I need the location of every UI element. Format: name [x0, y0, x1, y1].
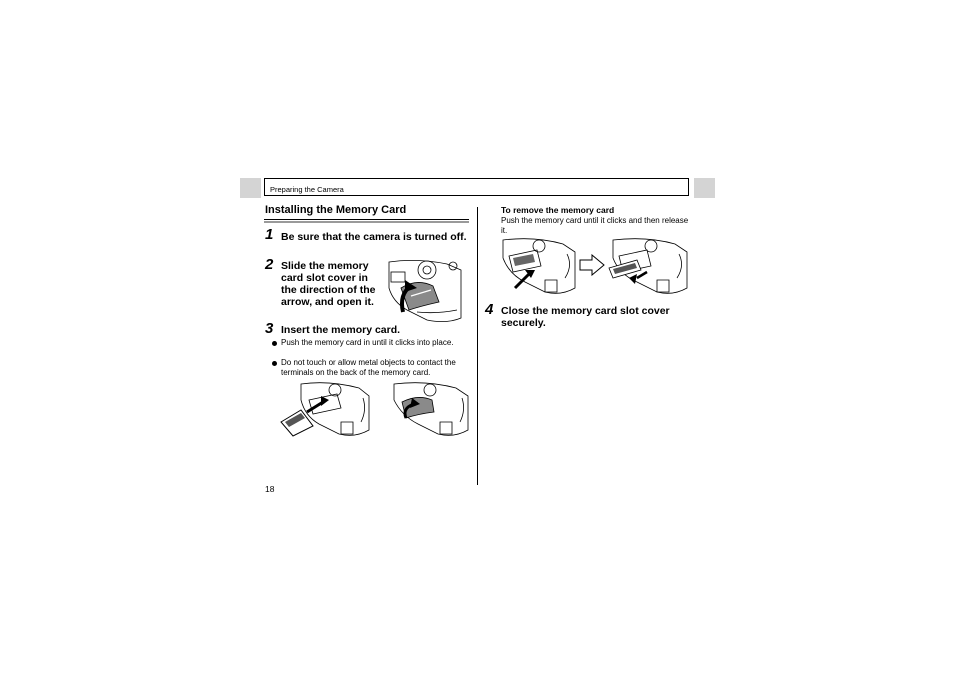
- column-divider: [477, 207, 478, 485]
- chapter-title: Preparing the Camera: [270, 185, 344, 194]
- remove-card-title: To remove the memory card: [501, 205, 615, 215]
- step-3-text: Insert the memory card.: [281, 324, 401, 336]
- bullet-text: Do not touch or allow metal objects to contact the terminals on the back of the memory card.: [281, 358, 456, 377]
- camera-open-cover-illustration: [387, 258, 463, 324]
- chapter-header: [264, 178, 689, 196]
- step-4-text: Close the memory card slot cover securely.: [501, 305, 670, 329]
- title-underline: [264, 219, 469, 220]
- eject-card-illustration: [607, 238, 689, 296]
- thumb-tab-left: [240, 178, 261, 198]
- close-card-illustration: [392, 382, 470, 438]
- step-1-number: 1: [265, 226, 274, 243]
- title-underline-shade: [264, 221, 469, 223]
- step-3-bullet-2: [270, 358, 481, 378]
- bullet-dot-icon: [272, 361, 277, 366]
- step-3-bullet-1: [270, 338, 471, 348]
- bullet-dot-icon: [272, 341, 277, 346]
- step-2-text: Slide the memory card slot cover in the direction of the arrow, and open it.: [281, 260, 376, 308]
- step-4-number: 4: [485, 301, 494, 318]
- step-2-number: 2: [265, 256, 274, 273]
- section-title: Installing the Memory Card: [265, 204, 407, 216]
- bullet-text: Push the memory card in until it clicks into place.: [281, 338, 454, 347]
- push-card-illustration: [501, 238, 577, 296]
- thumb-tab-right: [694, 178, 715, 198]
- remove-card-body: Push the memory card until it clicks and then release it.: [501, 216, 689, 235]
- next-arrow-icon: [579, 254, 605, 276]
- insert-card-illustration: [279, 382, 371, 438]
- step-3-number: 3: [265, 320, 274, 337]
- page-number: 18: [265, 484, 275, 494]
- step-1-text: Be sure that the camera is turned off.: [281, 231, 467, 243]
